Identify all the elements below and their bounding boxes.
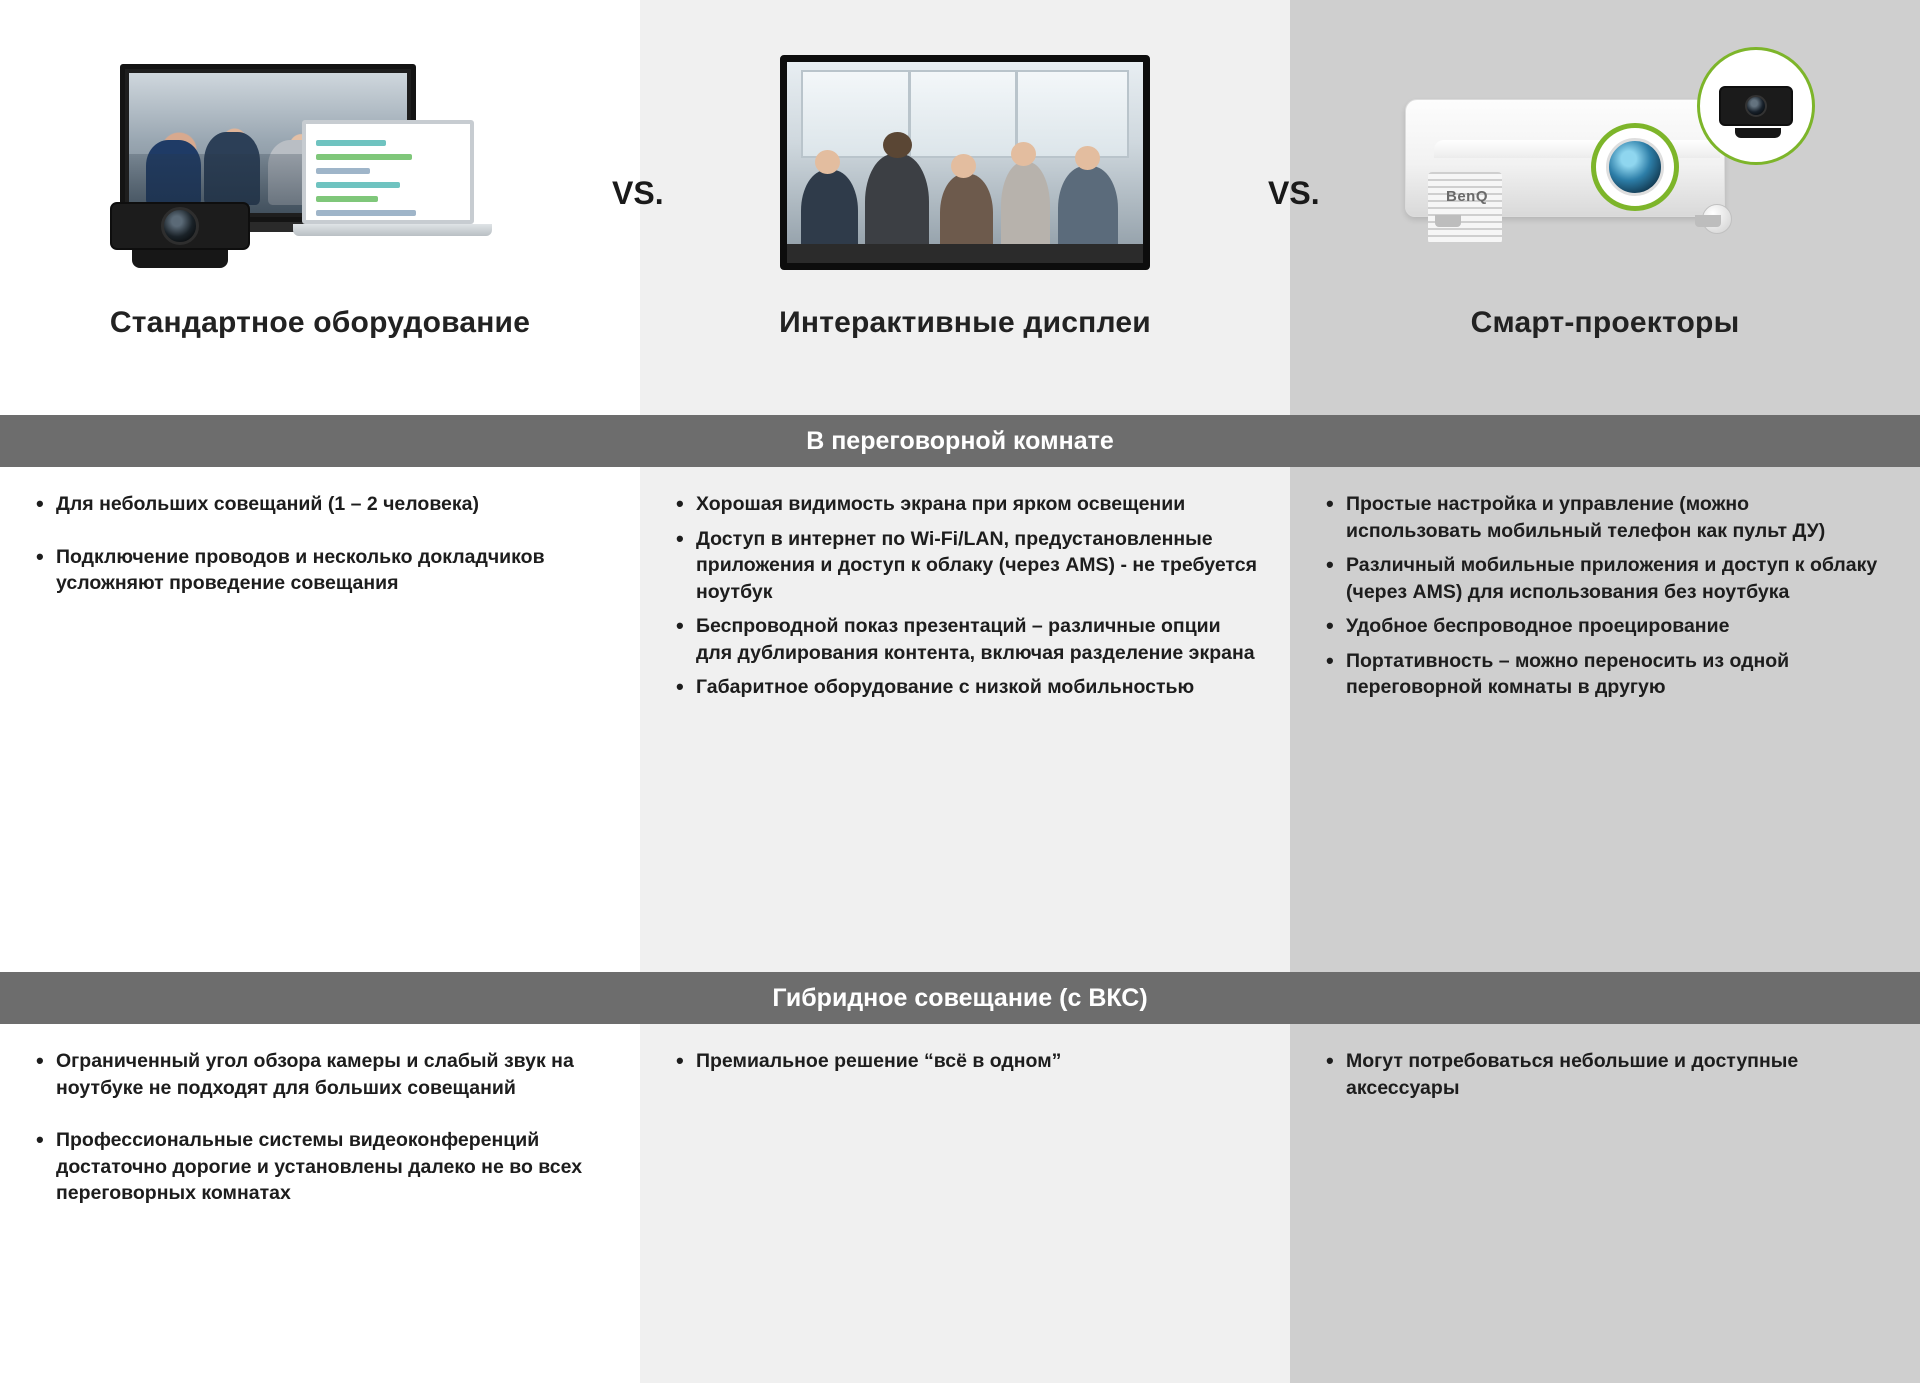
laptop-icon [302, 120, 492, 238]
list-item: • Премиальное решение “всё в одном” [670, 1048, 1260, 1075]
list-item: • Портативность – можно переносить из одной переговорной комнаты в другую [1320, 648, 1890, 701]
section-content-meeting-room [0, 467, 1920, 972]
projector-lens [1591, 123, 1679, 211]
vs-separator-2: VS. [1268, 175, 1320, 211]
cell-hybrid-display [640, 1024, 1290, 1383]
section-title-hybrid-meeting: Гибридное совещание (с ВКС) [772, 984, 1148, 1012]
column-title-smart-projectors: Смарт-проекторы [1470, 306, 1740, 339]
list-item: • Для небольших совещаний (1 – 2 человека) [30, 491, 610, 518]
section-bar-hybrid-meeting [0, 972, 1920, 1024]
cell-meeting-room-projector [1290, 467, 1920, 972]
list-item: • Доступ в интернет по Wi-Fi/LAN, предустановленные приложения и доступ к облаку (через AMS) - не требуется ноутбук [670, 526, 1260, 606]
list-item: • Простые настройка и управление (можно использовать мобильный телефон как пульт ДУ) [1320, 491, 1890, 544]
column-interactive-displays [640, 0, 1290, 415]
column-standard-equipment [0, 0, 640, 415]
header-band [0, 0, 1920, 415]
column-smart-projectors [1290, 0, 1920, 415]
projector-brand-logo: BenQ [1446, 188, 1489, 205]
interactive-display-illustration [640, 22, 1290, 302]
column-title-interactive-displays: Интерактивные дисплеи [779, 306, 1151, 339]
list-item: • Беспроводной показ презентаций – различные опции для дублирования контента, включая разделение экрана [670, 613, 1260, 666]
cell-hybrid-standard [0, 1024, 640, 1383]
list-item: • Хорошая видимость экрана при ярком освещении [670, 491, 1260, 518]
list-item: • Габаритное оборудование с низкой мобильностью [670, 674, 1260, 701]
cell-hybrid-projector [1290, 1024, 1920, 1383]
section-bar-meeting-room [0, 415, 1920, 467]
webcam-icon [110, 202, 250, 274]
cell-meeting-room-display [640, 467, 1290, 972]
list-item: • Различный мобильные приложения и доступ к облаку (через AMS) для использования без ноутбука [1320, 552, 1890, 605]
list-item: • Могут потребоваться небольшие и доступные аксессуары [1320, 1048, 1890, 1101]
smart-projector-illustration [1290, 22, 1920, 302]
list-item: • Ограниченный угол обзора камеры и слабый звук на ноутбуке не подходят для больших совещаний [30, 1048, 610, 1101]
vs-separator-1: VS. [612, 175, 664, 211]
section-title-meeting-room: В переговорной комнате [806, 427, 1114, 455]
section-content-hybrid-meeting [0, 1024, 1920, 1383]
projector-webcam-accessory-icon [1697, 47, 1815, 165]
list-item: • Удобное беспроводное проецирование [1320, 613, 1890, 640]
cell-meeting-room-standard [0, 467, 640, 972]
interactive-display-icon [780, 55, 1150, 270]
column-title-standard-equipment: Стандартное оборудование [109, 306, 531, 339]
list-item: • Подключение проводов и несколько докладчиков усложняют проведение совещания [30, 544, 610, 597]
standard-equipment-illustration [0, 22, 640, 302]
list-item: • Профессиональные системы видеоконференций достаточно дорогие и установлены далеко не во всех переговорных комнатах [30, 1127, 610, 1207]
